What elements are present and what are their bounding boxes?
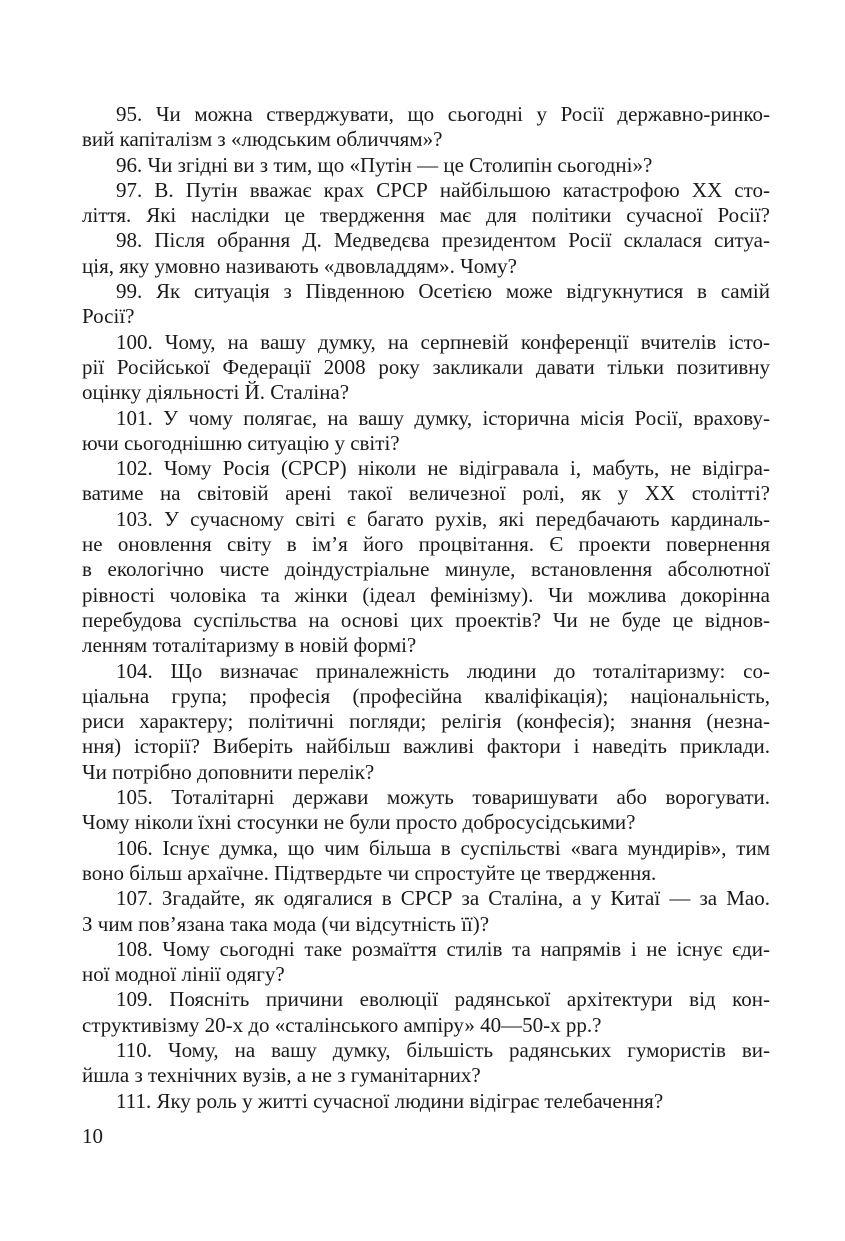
- text-line: ленням тоталітаризму в новій формі?: [82, 633, 417, 658]
- text-line: ючи сьогоднішню ситуацію у світі?: [82, 430, 400, 455]
- text-line: ної модної лінії одягу?: [82, 962, 285, 987]
- text-line: структивізму 20-х до «сталінського ампіру» 40—50-х рр.?: [82, 1012, 602, 1037]
- text-line: вий капіталізм з «людським обличчям»?: [82, 127, 443, 152]
- text-line: 104. Що визначає приналежність людини до тоталітаризму: со-: [116, 658, 770, 683]
- text-line: 95. Чи можна стверджувати, що сьогодні у Росії державно-ринко-: [116, 102, 770, 126]
- text-line: 106. Існує думка, що чим більша в суспільстві «вага мундирів», тим: [116, 835, 770, 860]
- text-line: Чому ніколи їхні стосунки не були просто добросусідськими?: [82, 810, 636, 835]
- text-line: не оновлення світу в ім’я його процвітання. Є проекти повернення: [82, 532, 770, 557]
- text-line: 110. Чому, на вашу думку, більшість радянських гумористів ви-: [116, 1037, 770, 1062]
- text-line: в екологічно чисте доіндустріальне минуле, встановлення абсолютної: [82, 557, 770, 582]
- text-line: ція, яку умовно називають «двовладдям». Чому?: [82, 253, 518, 278]
- page-number: 10: [82, 1124, 103, 1148]
- text-line: 107. Згадайте, як одягалися в СРСР за Сталіна, а у Китаї — за Мао.: [116, 886, 770, 911]
- text-line: риси характеру; політичні погляди; релігія (конфесія); знання (незна-: [82, 709, 770, 734]
- text-line: Росії?: [82, 304, 135, 329]
- text-line: Чи потрібно доповнити перелік?: [82, 759, 375, 784]
- text-line: З чим пов’язана така мода (чи відсутність її)?: [82, 911, 490, 936]
- text-line: йшла з технічних вузів, а не з гуманітарних?: [82, 1063, 481, 1088]
- text-line: ліття. Які наслідки це твердження має для політики сучасної Росії?: [82, 203, 770, 228]
- text-line: воно більш архаїчне. Підтвердьте чи спростуйте це твердження.: [82, 860, 657, 885]
- text-line: оцінку діяльності Й. Сталіна?: [82, 380, 350, 405]
- text-line: 100. Чому, на вашу думку, на серпневій конференції вчителів істо-: [116, 329, 770, 354]
- text-line: ватиме на світовій арені такої величезної ролі, як у XX столітті?: [82, 481, 770, 506]
- text-line: ціальна група; професія (професійна кваліфікація); національність,: [82, 683, 770, 708]
- text-line: 105. Тоталітарні держави можуть товаришувати або ворогувати.: [116, 785, 770, 810]
- text-line: 99. Як ситуація з Південною Осетією може відгукнутися в самій: [116, 279, 770, 304]
- text-line: 97. В. Путін вважає крах СРСР найбільшою катастрофою XX сто-: [116, 177, 770, 202]
- text-line: 111. Яку роль у житті сучасної людини відіграє телебачення?: [116, 1088, 664, 1113]
- text-line: 102. Чому Росія (СРСР) ніколи не відігравала і, мабуть, не відігра-: [116, 456, 770, 481]
- text-line: 103. У сучасному світі є багато рухів, які передбачають кардиналь-: [116, 506, 770, 531]
- text-line: 109. Поясніть причини еволюції радянської архітектури від кон-: [116, 987, 770, 1012]
- text-line: ння) історії? Виберіть найбільш важливі фактори і наведіть приклади.: [82, 734, 770, 759]
- text-line: перебудова суспільства на основі цих проектів? Чи не буде це віднов-: [82, 607, 770, 632]
- text-line: 101. У чому полягає, на вашу думку, історична місія Росії, врахову-: [116, 405, 770, 430]
- text-line: 108. Чому сьогодні таке розмаїття стилів та напрямів і не існує єди-: [116, 936, 770, 961]
- questions-text-block: [82, 102, 770, 1114]
- text-line: рівності чоловіка та жінки (ідеал фемінізму). Чи можлива докорінна: [82, 582, 770, 607]
- text-line: рії Російської Федерації 2008 року закликали давати тільки позитивну: [82, 354, 770, 379]
- text-line: 98. Після обрання Д. Медведєва президентом Росії склалася ситуа-: [116, 228, 770, 253]
- text-line: 96. Чи згідні ви з тим, що «Путін — це Столипін сьогодні»?: [116, 152, 653, 177]
